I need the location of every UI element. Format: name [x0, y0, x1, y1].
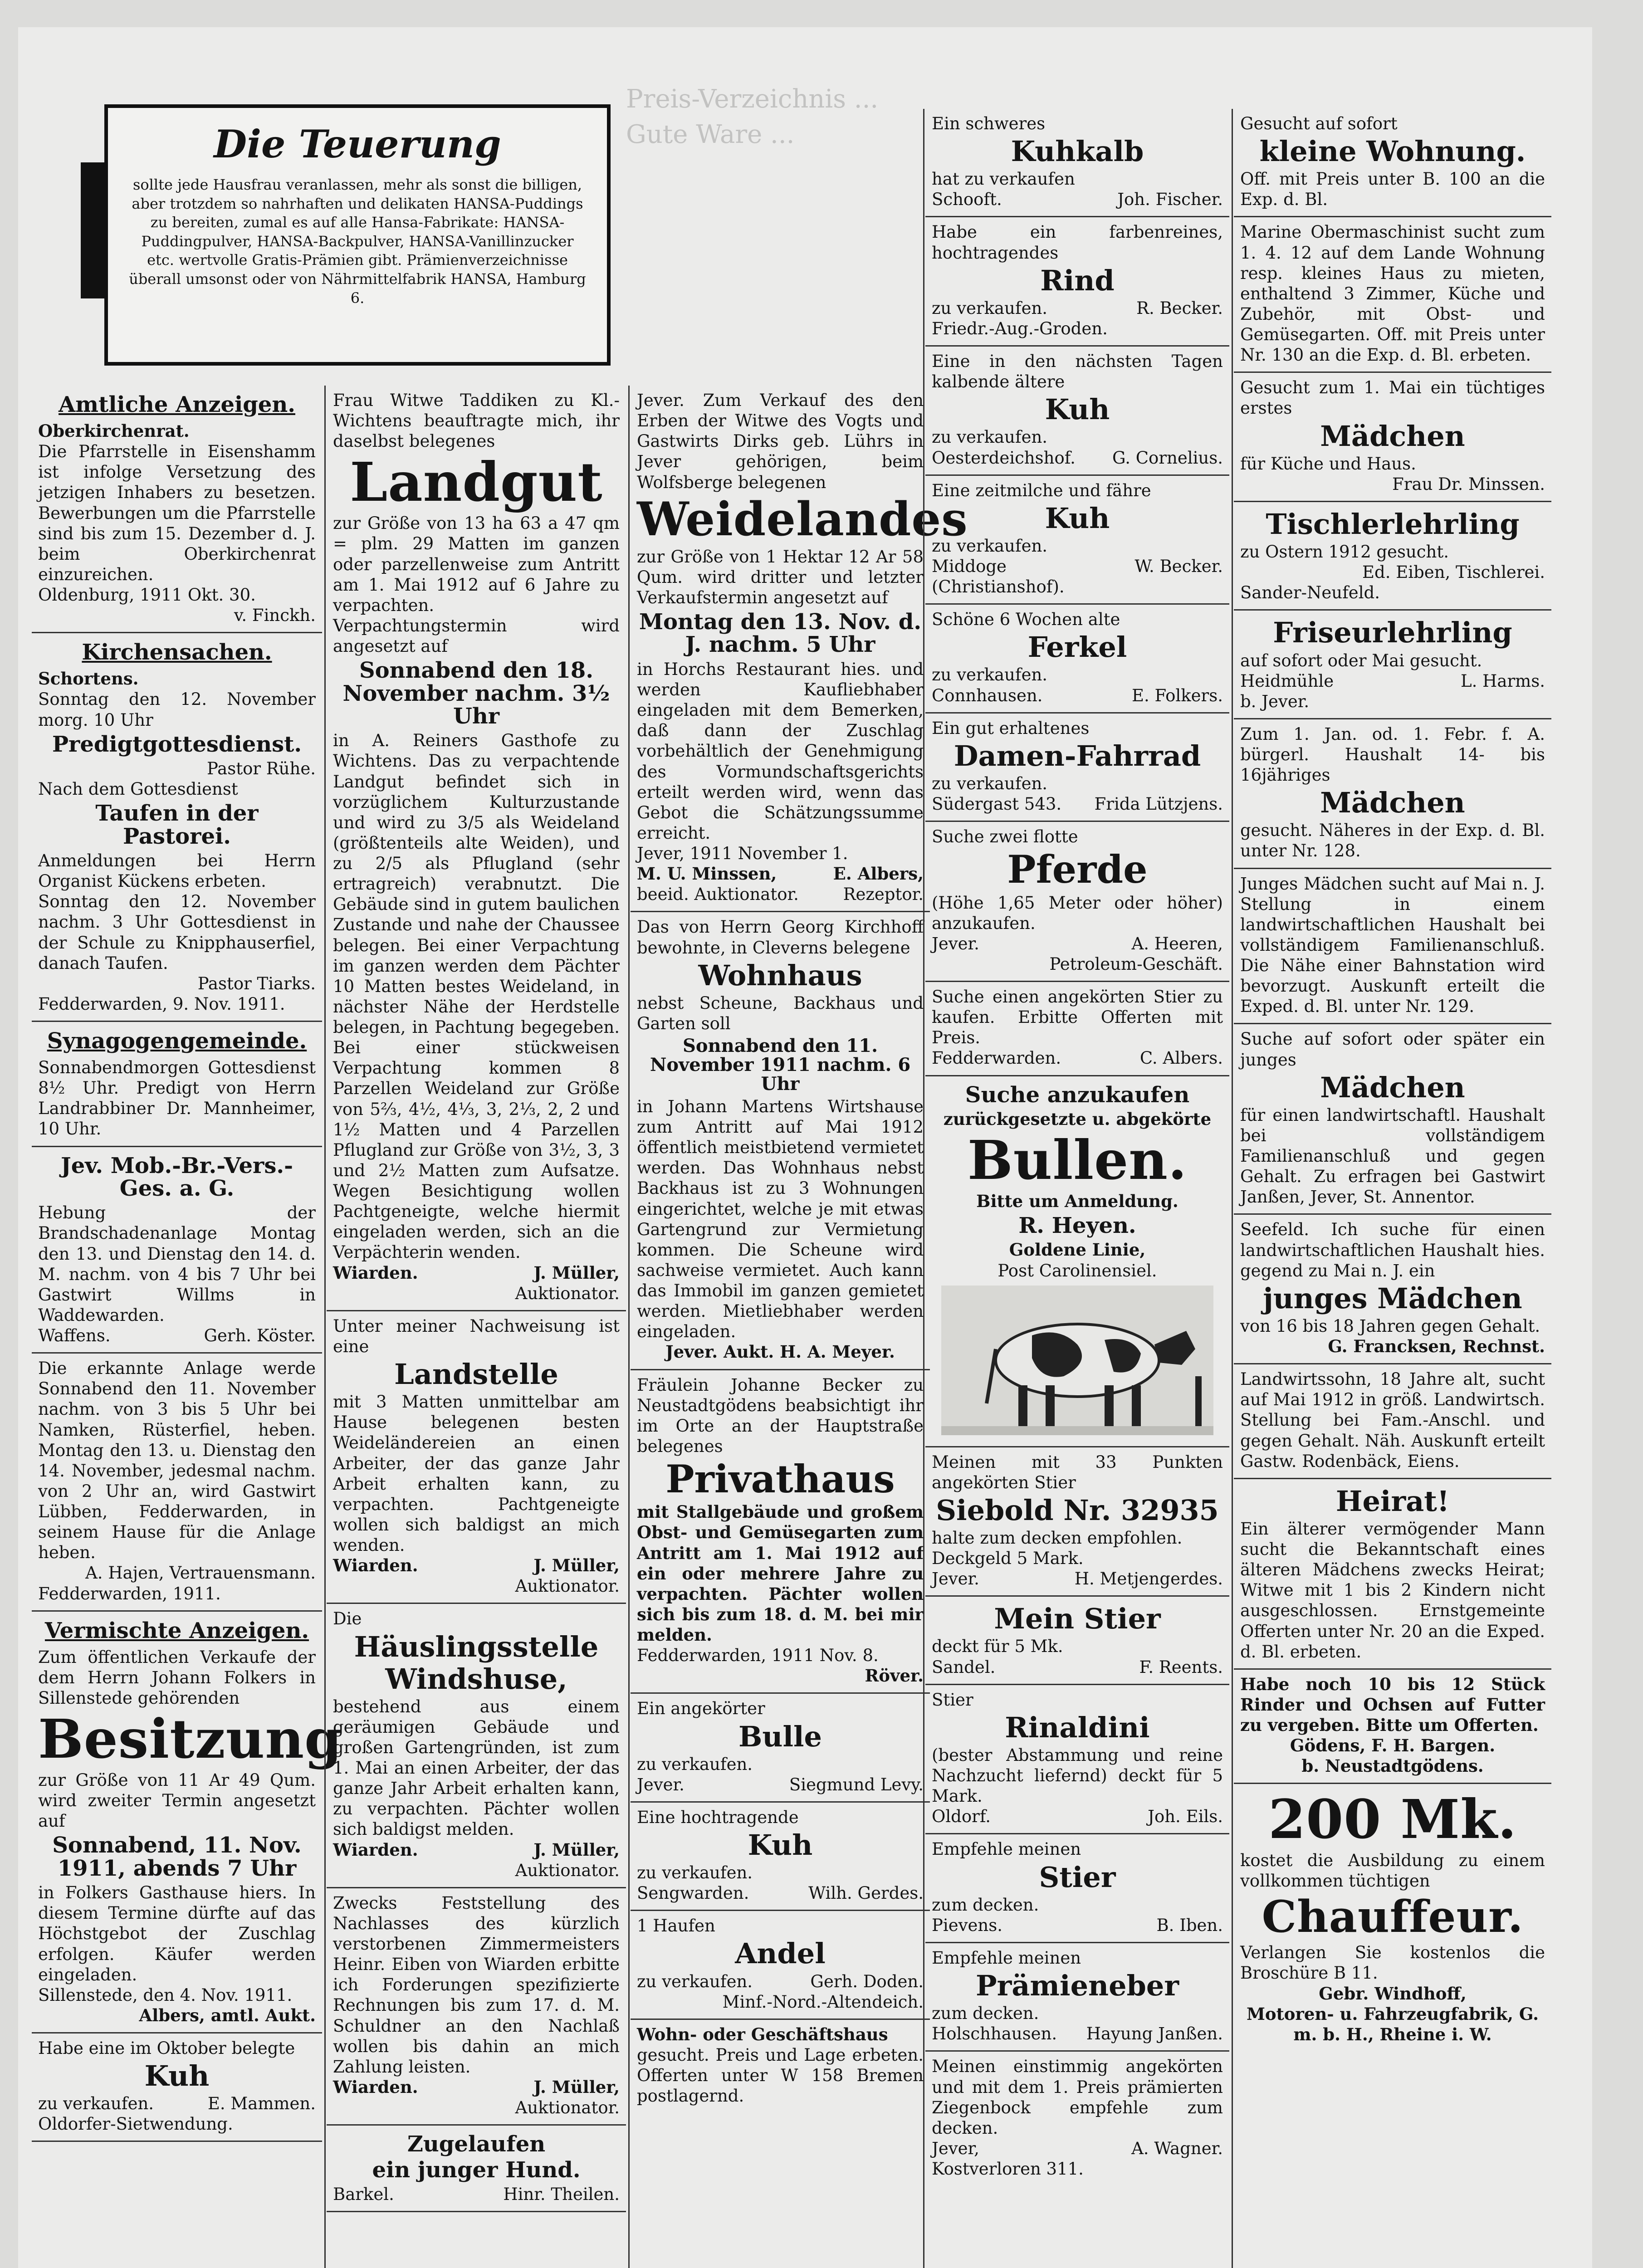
ad-headline: Jev. Mob.-Br.-Vers.-Ges. a. G. — [61, 1153, 293, 1201]
ad-signature: Pastor Tiarks. — [197, 973, 316, 993]
haeuslingsstelle-ad — [327, 1604, 626, 1888]
praemieneber-ad — [925, 1943, 1229, 2052]
ad-text: Ein schweres — [932, 114, 1046, 133]
ad-label: Oberkirchenrat. — [38, 421, 190, 441]
ad-signature: Südergast 543. Frida Lützjens. — [932, 794, 1223, 814]
ad-signature: Sandel. F. Reents. — [932, 1657, 1223, 1677]
ad-signature: Albers, amtl. Aukt. — [139, 2005, 316, 2025]
ad-text: für Küche und Haus. — [1240, 454, 1416, 474]
maedchen-landwirtschaft-ad — [1234, 1024, 1551, 1215]
ad-headline: Kuh — [1045, 393, 1110, 426]
cow-illustration — [932, 1286, 1223, 1435]
ad-text: Meinen einstimmig angekörten und mit dem 1. Preis prämierten Ziegenbock empfehle zum decken. — [932, 2057, 1223, 2138]
ad-text: zum decken. — [932, 1895, 1039, 1915]
ad-signature-title: Auktionator. — [515, 1283, 620, 1303]
ad-text: zum decken. — [932, 2004, 1039, 2024]
ad-headline: Privathaus — [665, 1457, 895, 1502]
ad-text: in A. Reiners Gasthofe zu Wichtens. Das zu verpachtende Landgut befindet sich in vorzüglichem Kulturzustande und wird zu 3/5 als Weideland (größtenteils alte Weiden), und zu 2/5 als Pflugland (sehr ertragreich) verabnutzt. Die Gebäude sind in gutem baulichen Zustande und nahe der Chaussee belegen. Bei einer Verpachtung im ganzen werden dem Pächter 10 Matten bestes Weideland, in nächster Nähe der Herdstelle belegen, in Pachtung begegeben. Bei einer stückweisen Verpachtung kommen 8 Parzellen Weideland zur Größe von 5⅔, 4½, 4⅓, 3, 2⅓, 2, 2 und 1½ Matten und 4 Parzellen Pflugland zur Größe von 3½, 3, 3 und 2½ Matten zum Aufsatze. Wegen Besichtigung wollen Pachtgeneigte, welche hiermit eingeladen werden, sich an die Verpächterin wenden. — [333, 731, 620, 1262]
column-rule — [628, 386, 630, 2268]
bleed-through-text: Preis-Verzeichnis ... Gute Ware ... — [626, 84, 879, 150]
ad-text: Suche zwei flotte — [932, 827, 1078, 847]
ad-step-border — [81, 162, 104, 298]
ad-text: Stier — [932, 1690, 973, 1710]
ad-headline: Mädchen — [1320, 1070, 1465, 1104]
ad-headline: Landstelle — [394, 1358, 558, 1391]
ad-headline: Kuhkalb — [1011, 135, 1144, 168]
ad-headline: Besitzung — [38, 1707, 342, 1771]
ad-signature: Jever. Siegmund Levy. — [637, 1774, 924, 1794]
ad-name: R. Heyen. — [1018, 1213, 1136, 1239]
ad-place: b. Jever. — [1240, 691, 1310, 711]
ad-text: bestehend aus einem geräumigen Gebäude und großen Gartengründen, ist zum 1. Mai an einen Arbeiter, der das ganze Jahr Arbeit erhalten kann, zu verpachten. Pächter wollen sich baldigst melden. — [333, 1696, 620, 1839]
ad-text: (bester Abstammung und reine Nachzucht liefernd) deckt für 5 Mark. — [932, 1745, 1223, 1806]
ad-signature: Waffens. Gerh. Köster. — [38, 1326, 316, 1346]
ad-headline: Mädchen — [1320, 419, 1465, 453]
ad-headline: junges Mädchen — [1263, 1281, 1522, 1315]
ad-headline: Chauffeur. — [1262, 1891, 1524, 1942]
ad-signature: Oldorf. Joh. Eils. — [932, 1807, 1223, 1827]
ad-text: Off. mit Preis unter B. 100 an die Exp. d. Bl. — [1240, 169, 1545, 210]
wohnung-ad — [1234, 109, 1551, 217]
ad-headline: ein junger Hund. — [372, 2157, 581, 2183]
kuhkalb-ad — [925, 109, 1229, 217]
ad-text: Fräulein Johanne Becker zu Neustadtgödens beabsichtigt ihr im Orte an der Hauptstraße belegenes — [637, 1375, 924, 1456]
kuh-kalbend-ad — [925, 347, 1229, 476]
ad-text: Deckgeld 5 Mark. — [932, 1549, 1084, 1569]
ad-signature: Oesterdeichshof. G. Cornelius. — [932, 448, 1223, 468]
ad-text: Verlangen Sie kostenlos die Broschüre B 11. — [1240, 1943, 1545, 1983]
ad-signature: Jever. Aukt. H. A. Meyer. — [665, 1342, 895, 1362]
ad-headline: Predigtgottesdienst. — [52, 731, 302, 757]
damenrad-ad — [925, 714, 1229, 822]
ad-signature-title: Auktionator. — [515, 2098, 620, 2118]
ad-signature-title: Auktionator. — [515, 1576, 620, 1596]
ad-headline: Zugelaufen — [407, 2131, 546, 2157]
ad-headline: Kuh — [144, 2059, 210, 2093]
ad-signature: Holschhausen. Hayung Janßen. — [932, 2024, 1223, 2044]
ad-headline: Weidelandes — [637, 492, 968, 547]
ad-signature: Röver. — [865, 1666, 924, 1686]
kuh-ad — [32, 2033, 322, 2142]
ferkel-ad — [925, 605, 1229, 713]
ad-headline: Bullen. — [967, 1129, 1188, 1192]
ad-text: mit 3 Matten unmittelbar am Hause belegenen besten Weideländereien an einen Arbeiter, der das ganze Jahr Arbeit erhalten kann, zu verpachten. Pachtgeneigte wollen sich baldigst an mich wenden. — [333, 1392, 620, 1555]
ad-text: deckt für 5 Mk. — [932, 1637, 1063, 1657]
ad-text: Habe eine im Oktober belegte — [38, 2038, 295, 2058]
ad-text: Anmeldungen bei Herrn Organist Kückens erbeten. — [38, 851, 316, 891]
ad-text: zur Größe von 13 ha 63 a 47 qm = plm. 29 Matten im ganzen oder parzellenweise zum Antritt am 1. Mai 1912 auf 6 Jahre zu verpachten. — [333, 513, 620, 615]
ad-firm: Gebr. Windhoff, — [1319, 1983, 1467, 2004]
bullen-ad — [925, 1076, 1229, 1447]
ad-text: Die erkannte Anlage werde Sonnabend den 11. November nachm. von 3 bis 5 Uhr bei Namken, Rüsterfiel, heben. Montag den 13. u. Dienstag den 14. November, jedesmal nachm. von 2 Uhr an, wird Gastwirt Lübben, Fedderwarden, in seinem Hause für die Anlage heben. — [38, 1359, 316, 1563]
ad-signature: Pastor Rühe. — [206, 759, 316, 779]
tischlerlehrling-ad — [1234, 502, 1551, 611]
ad-signature: M. U. Minssen, E. Albers, — [637, 864, 924, 884]
ad-text: nebst Scheune, Backhaus und Garten soll — [637, 993, 924, 1033]
ad-text: zu verkaufen. — [637, 1863, 753, 1883]
ad-place: Oldenburg, 1911 Okt. 30. — [38, 585, 256, 605]
ad-headline: Häuslingsstelle — [354, 1630, 599, 1663]
siebold-ad — [925, 1447, 1229, 1597]
ad-headline: Bulle — [738, 1720, 822, 1753]
ad-signature: zu verkaufen. E. Mammen. — [38, 2094, 316, 2114]
ad-date: Sonnabend den 11. November 1911 nachm. 6 Uhr — [650, 1035, 911, 1095]
ad-headline: Tischlerlehrling — [1266, 507, 1520, 541]
ad-text: gesucht. Preis und Lage erbeten. Offerten unter W 158 Bremen postlagernd. — [637, 2045, 924, 2106]
pferde-ad — [925, 822, 1229, 982]
ad-date: Sonnabend den 18. November nachm. 3½ Uhr — [342, 658, 610, 729]
andel-ad — [631, 1911, 930, 2019]
ad-text: Ein gut erhaltenes — [932, 718, 1090, 738]
ad-headline: kleine Wohnung. — [1259, 135, 1526, 168]
landwirtssohn-ad — [1234, 1364, 1551, 1479]
ad-headline: Andel — [735, 1937, 826, 1970]
ad-headline: Prämieneber — [975, 1969, 1179, 2003]
ad-text: Ein angekörter — [637, 1699, 765, 1719]
ad-label: Schortens. — [38, 669, 139, 689]
ad-place: Sander-Neufeld. — [1240, 583, 1380, 603]
ad-signature: G. Francksen, Rechnst. — [1328, 1336, 1545, 1357]
ad-place: Jever, 1911 November 1. — [637, 844, 848, 863]
ad-text: Meinen mit 33 Punkten angekörten Stier — [932, 1452, 1223, 1492]
ad-place: Sillenstede, den 4. Nov. 1911. — [38, 1985, 293, 2005]
ad-text: Sonntag den 12. November nachm. 3 Uhr Gottesdienst in der Schule zu Knipphauserfiel, danach Taufen. — [38, 892, 316, 973]
ad-text: Zum öffentlichen Verkaufe der dem Herrn Johann Folkers in Sillenstede gehörenden — [38, 1647, 316, 1708]
ad-signature: Wiarden. J. Müller, — [333, 2077, 620, 2097]
ad-signature: Schooft. Joh. Fischer. — [932, 190, 1223, 210]
ad-text: hat zu verkaufen — [932, 169, 1075, 189]
ad-signature: Ed. Eiben, Tischlerei. — [1362, 562, 1545, 582]
ad-headline: Rinaldini — [1005, 1711, 1150, 1744]
brandkasse-ad — [32, 1147, 322, 1354]
ad-headline: Pferde — [1007, 847, 1148, 892]
ad-headline: Landgut — [350, 450, 603, 514]
ad-text: Schöne 6 Wochen alte — [932, 610, 1120, 630]
ad-headline: Suche anzukaufen — [965, 1082, 1190, 1108]
ad-text: mit Stallgebäude und großem Obst- und Gemüsegarten zum Antritt am 1. Mai 1912 auf ein oder mehrere Jahre zu verpachten. Pächter wollen sich bis zum 18. d. M. bei mir melden. — [637, 1502, 924, 1645]
ad-text: zurückgesetzte u. abgekörte — [943, 1109, 1212, 1129]
ad-text: in Johann Martens Wirtshause zum Antritt auf Mai 1912 öffentlich meistbietend vermietet werden. Das Wohnhaus nebst Backhaus ist zu 3 Wohnungen eingerichtet, welche je mit etwas Gartengrund zur Vermietung kommen. Die Scheune wird sachweise vermietet. Auch kann das Immobil im ganzen gemietet werden. Mietliebhaber werden eingeladen. — [637, 1096, 924, 1342]
rinaldini-ad — [925, 1685, 1229, 1835]
ad-firm-address: Motoren- u. Fahrzeugfabrik, G. m. b. H., Rheine i. W. — [1246, 2004, 1539, 2044]
ad-text: von 16 bis 18 Jahren gegen Gehalt. — [1240, 1316, 1540, 1336]
ad-headline: Rind — [1040, 264, 1115, 297]
rind-ad — [925, 217, 1229, 347]
ad-signature: Heidmühle L. Harms. — [1240, 671, 1545, 691]
ad-text: Gesucht auf sofort — [1240, 114, 1398, 133]
ad-signature-title: beeid. Auktionator. Rezeptor. — [637, 885, 924, 904]
column-1 — [32, 386, 342, 2142]
ad-signature: Middoge W. Becker. — [932, 557, 1223, 576]
ad-date: Sonnabend, 11. Nov. 1911, abends 7 Uhr — [52, 1833, 302, 1881]
ad-text: Die Pfarrstelle in Eisenshamm ist infolge Versetzung des jetzigen Inhabers zu besetzen. Bewerbungen um die Pfarrstelle sind bis zum 15. Dezember d. J. beim Oberkirchenrat einzureichen. — [38, 442, 316, 584]
ad-signature: Jever. A. Heeren, — [932, 934, 1223, 953]
ad-text: Bitte um Anmeldung. — [976, 1191, 1178, 1211]
section-title: Kirchensachen. — [82, 640, 272, 665]
ad-text: gesucht. Näheres in der Exp. d. Bl. unter Nr. 128. — [1240, 821, 1545, 861]
newspaper-page — [18, 27, 1592, 2268]
ad-signature: A. Hajen, Vertrauensmann. — [85, 1563, 316, 1583]
section-title: Amtliche Anzeigen. — [59, 392, 295, 417]
ad-signature-title: Petroleum-Geschäft. — [1049, 954, 1223, 974]
ad-text: Eine zeitmilche und fähre — [932, 480, 1151, 500]
ad-place: Fedderwarden, 1911. — [38, 1584, 221, 1603]
ad-text: zu verkaufen. — [932, 665, 1048, 685]
ad-text: zur Größe von 1 Hektar 12 Ar 58 Qum. wird dritter und letzter Verkaufstermin angesetzt auf — [637, 547, 924, 607]
seefeld-ad — [1234, 1215, 1551, 1364]
friseurlehrling-ad — [1234, 611, 1551, 719]
ad-signature: Wiarden. J. Müller, — [333, 1839, 620, 1860]
ad-text: zu verkaufen. — [637, 1754, 753, 1774]
ad-text: Das von Herrn Georg Kirchhoff bewohnte, in Cleverns belegene — [637, 917, 924, 958]
ad-headline: Mein Stier — [994, 1602, 1161, 1636]
anlage-ad — [32, 1354, 322, 1612]
ad-signature: Wiarden. J. Müller, — [333, 1262, 620, 1283]
ad-place: Minf.-Nord.-Altendeich. — [722, 1992, 924, 2012]
junges-maedchen-stellung-ad — [1234, 869, 1551, 1025]
ad-signature: Connhausen. E. Folkers. — [932, 685, 1223, 705]
ad-text: für einen landwirtschaftl. Haushalt bei vollständigem Familienanschluß und gegen Gehalt. Zu erfragen bei Gastwirt Janßen, Jever, St. Annentor. — [1240, 1105, 1545, 1207]
ad-signature: zu verkaufen. R. Becker. — [932, 298, 1223, 318]
ad-text: Habe ein farbenreines, hochtragendes — [932, 222, 1223, 263]
synagogengemeinde — [32, 1022, 322, 1147]
ad-text: Seefeld. Ich suche für einen landwirtschaftlichen Haushalt hies. gegend zu Mai n. J. ein — [1240, 1220, 1545, 1281]
ad-text: in Horchs Restaurant hies. und werden Kaufliebhaber eingeladen mit dem Bemerken, daß dann der Zuschlag vorbehältlich der Genehmigung des Vormundschaftsgerichts erteilt werden wird, wenn das Gebot die Schätzungssumme erreicht. — [637, 659, 924, 843]
ad-text: auf sofort oder Mai gesucht. — [1240, 650, 1482, 670]
obermaschinist-ad — [1234, 217, 1551, 373]
column-2 — [327, 386, 626, 2212]
stier-kauf-ad — [925, 982, 1229, 1076]
ad-text: Zwecks Feststellung des Nachlasses des kürzlich verstorbenen Zimmermeisters Heinr. Eiben von Wiarden erbitte ich Forderungen spezifizierte Rechnungen bis zum 17. d. M. Schuldner an den Nachlaß wollen bis dahin an mich Zahlung leisten. — [333, 1893, 620, 2077]
ad-text: in Folkers Gasthause hiers. In diesem Termine dürfte auf das Höchstgebot der Zuschlag erfolgen. Käufer werden eingeladen. — [38, 1883, 316, 1984]
hund-ad — [327, 2126, 626, 2212]
ad-text: Sonntag den 12. November morg. 10 Uhr — [38, 689, 316, 730]
ad-text: kostet die Ausbildung zu einem vollkommen tüchtigen — [1240, 1851, 1545, 1891]
ad-text: (Höhe 1,65 Meter oder höher) anzukaufen. — [932, 893, 1223, 933]
ad-text: Post Carolinensiel. — [998, 1261, 1157, 1281]
ad-headline: Heirat! — [1335, 1484, 1450, 1518]
ad-signature: Sengwarden. Wilh. Gerdes. — [637, 1883, 924, 1903]
mein-stier-ad — [925, 1597, 1229, 1685]
ad-place: b. Neustadtgödens. — [1301, 1756, 1484, 1776]
privathaus-ad — [631, 1370, 930, 1694]
ad-text: Suche einen angekörten Stier zu kaufen. Erbitte Offerten mit Preis. — [932, 987, 1223, 1048]
section-title: Vermischte Anzeigen. — [44, 1618, 309, 1643]
teuerung-ad — [104, 104, 611, 366]
ad-text: zu verkaufen. — [932, 536, 1048, 556]
column-5 — [1234, 109, 1551, 2051]
ad-headline: Mädchen — [1320, 786, 1465, 820]
ad-text: zur Größe von 11 Ar 49 Qum. wird zweiter Termin angesetzt auf — [38, 1770, 316, 1831]
ad-place: (Christianshof). — [932, 577, 1065, 597]
ad-signature: Barkel. Hinr. Theilen. — [333, 2185, 620, 2204]
landgut-ad — [327, 386, 626, 1311]
ad-text: Eine hochtragende — [637, 1807, 799, 1827]
ad-text: Frau Witwe Taddiken zu Kl.-Wichtens beauftragte mich, ihr daselbst belegenes — [333, 391, 620, 451]
ad-text: Landwirtssohn, 18 Jahre alt, sucht auf Mai 1912 in größ. Landwirtsch. Stellung bei Fam.-Anschl. und gegen Gehalt. Näh. Auskunft erteilt Gastw. Rodenbäck, Eiens. — [1240, 1369, 1545, 1471]
ad-text: Hebung der Brandschadenanlage Montag den 13. und Dienstag den 14. d. M. nachm. von 4 bis 7 Uhr bei Gastwirt Willms in Waddewarden. — [38, 1203, 316, 1325]
ad-headline: Damen-Fahrrad — [954, 739, 1201, 772]
ad-text: Verpachtungstermin wird angesetzt auf — [333, 616, 620, 656]
ad-place: Friedr.-Aug.-Groden. — [932, 318, 1108, 338]
ad-headline: Wohnhaus — [698, 958, 862, 992]
wohnhaus-ad — [631, 912, 930, 1370]
ad-signature: zu verkaufen. Gerh. Doden. — [637, 1971, 924, 1991]
maedchen-kueche-ad — [1234, 373, 1551, 502]
teuerung-text: sollte jede Hausfrau veranlassen, mehr als sonst die billigen, aber trotzdem so nahrhaften und delikaten HANSA-Puddings zu bereiten, zumal es auf alle Hansa-Fabrikate: HANSA-Puddingpulver, HANSA-Backpulver, HANSA-Vanillinzucker etc. wertvolle Gratis-Prämien gibt. Prämienverzeichnisse überall umsonst oder von Nährmittelfabrik HANSA, Hamburg 6. — [129, 176, 586, 307]
amtliche-anzeigen — [32, 386, 322, 633]
geschaeftshaus-ad — [631, 2020, 930, 2113]
ziegenbock-ad — [925, 2052, 1229, 2185]
ad-headline: Kuh — [1045, 501, 1110, 535]
column-rule — [1232, 109, 1233, 2268]
ad-date: Montag den 13. Nov. d. J. nachm. 5 Uhr — [639, 609, 922, 658]
ad-text: Ein älterer vermögender Mann sucht die Bekanntschaft eines älteren Mädchens zwecks Heirat; Witwe mit 1 bis 2 Kindern nicht ausgeschlossen. Ernstgemeinte Offerten unter Nr. 20 an die Exped. d. Bl. erbeten. — [1240, 1519, 1545, 1662]
ad-text: Gesucht zum 1. Mai ein tüchtiges erstes — [1240, 378, 1545, 418]
ad-text: Zum 1. Jan. od. 1. Febr. f. A. bürgerl. Haushalt 14- bis 16jähriges — [1240, 724, 1545, 785]
ad-text: Unter meiner Nachweisung ist eine — [333, 1316, 620, 1356]
maedchen-haushalt-ad — [1234, 719, 1551, 869]
ad-place: Fedderwarden, 1911 Nov. 8. — [637, 1646, 879, 1666]
ad-text: Eine in den nächsten Tagen kalbende ältere — [932, 352, 1223, 392]
bulle-ad — [631, 1694, 930, 1802]
ad-text: Goldene Linie, — [1009, 1240, 1146, 1260]
teuerung-title: Die Teuerung — [214, 122, 501, 166]
ad-headline: Ferkel — [1027, 631, 1127, 664]
ad-place: Oldorfer-Sietwendung. — [38, 2114, 233, 2134]
ad-text: Empfehle meinen — [932, 1948, 1081, 1968]
heirat-ad — [1234, 1479, 1551, 1670]
column-4 — [925, 109, 1229, 2185]
ad-headline: Windshuse, — [385, 1662, 567, 1696]
column-rule — [923, 109, 924, 2268]
ad-text: Junges Mädchen sucht auf Mai n. J. Stellung in einem landwirtschaftlichen Haushalt bei vollständigem Familienanschluß. Die Nähe einer Bahnstation wird bevorzugt. Auskunft erteilt die Exped. d. Bl. unter Nr. 129. — [1240, 874, 1545, 1017]
kuh-zeitmilch-ad — [925, 476, 1229, 605]
ad-headline: Stier — [1039, 1860, 1116, 1894]
ad-headline: Taufen in der Pastorei. — [95, 801, 259, 849]
ad-text: Suche auf sofort oder später ein junges — [1240, 1029, 1545, 1070]
column-rule — [324, 386, 326, 2268]
nachlass-ad — [327, 1888, 626, 2126]
kuh-hochtragend-ad — [631, 1803, 930, 1911]
ad-place: Fedderwarden, 9. Nov. 1911. — [38, 994, 285, 1014]
ad-headline: Siebold Nr. 32935 — [936, 1493, 1219, 1527]
ad-signature: Jever. H. Metjengerdes. — [932, 1569, 1223, 1589]
ad-signature-title: Auktionator. — [515, 1860, 620, 1880]
ad-headline: Kuh — [748, 1828, 813, 1862]
ad-signature: Gödens, F. H. Bargen. — [1290, 1735, 1496, 1756]
ad-place: Kostverloren 311. — [932, 2159, 1084, 2179]
ad-text: Marine Obermaschinist sucht zum 1. 4. 12 auf dem Lande Wohnung resp. kleines Haus zu mieten, enthaltend 3 Zimmer, Küche und Zubehör, mit Obst- und Gemüsegarten. Off. mit Preis unter Nr. 130 an die Exp. d. Bl. erbeten. — [1240, 222, 1545, 365]
ad-signature: Frau Dr. Minssen. — [1392, 474, 1545, 494]
section-title: Synagogengemeinde. — [47, 1028, 307, 1054]
weidelandes-ad — [631, 386, 968, 912]
ad-text: halte zum decken empfohlen. — [932, 1528, 1183, 1548]
ad-text: Habe noch 10 bis 12 Stück Rinder und Ochsen auf Futter zu vergeben. Bitte um Offerten. — [1240, 1674, 1545, 1735]
ad-headline: Friseurlehrling — [1273, 616, 1512, 650]
ad-text: Sonnabendmorgen Gottesdienst 8½ Uhr. Predigt von Herrn Landrabbiner Dr. Mannheimer, 10 Uhr. — [38, 1058, 316, 1139]
kirchensachen — [32, 633, 322, 1022]
ad-text: Nach dem Gottesdienst — [38, 779, 238, 799]
ad-headline: Wohn- oder Geschäftshaus — [637, 2024, 888, 2044]
besitzung-ad — [32, 1612, 342, 2033]
ad-text: zu Ostern 1912 gesucht. — [1240, 542, 1449, 562]
chauffeur-ad — [1234, 1784, 1551, 2051]
landstelle-ad — [327, 1311, 626, 1604]
rinder-ad — [1234, 1670, 1551, 1784]
ad-headline: 200 Mk. — [1268, 1788, 1517, 1851]
ad-text: Jever. Zum Verkauf des den Erben der Witwe des Vogts und Gastwirts Dirks geb. Lührs in Jever gehörigen, beim Wolfsberge belegenen — [637, 391, 924, 492]
ad-text: Empfehle meinen — [932, 1839, 1081, 1859]
ad-text: 1 Haufen — [637, 1916, 715, 1936]
ad-signature: Fedderwarden. C. Albers. — [932, 1048, 1223, 1068]
ad-text: zu verkaufen. — [932, 427, 1048, 447]
ad-signature: Wiarden. J. Müller, — [333, 1555, 620, 1576]
ad-signature: v. Finckh. — [234, 606, 316, 626]
stier-ad — [925, 1834, 1229, 1943]
ad-signature: Pievens. B. Iben. — [932, 1915, 1223, 1935]
ad-text: Die — [333, 1609, 362, 1629]
ad-signature: Jever, A. Wagner. — [932, 2138, 1223, 2158]
ad-text: zu verkaufen. — [932, 773, 1048, 793]
